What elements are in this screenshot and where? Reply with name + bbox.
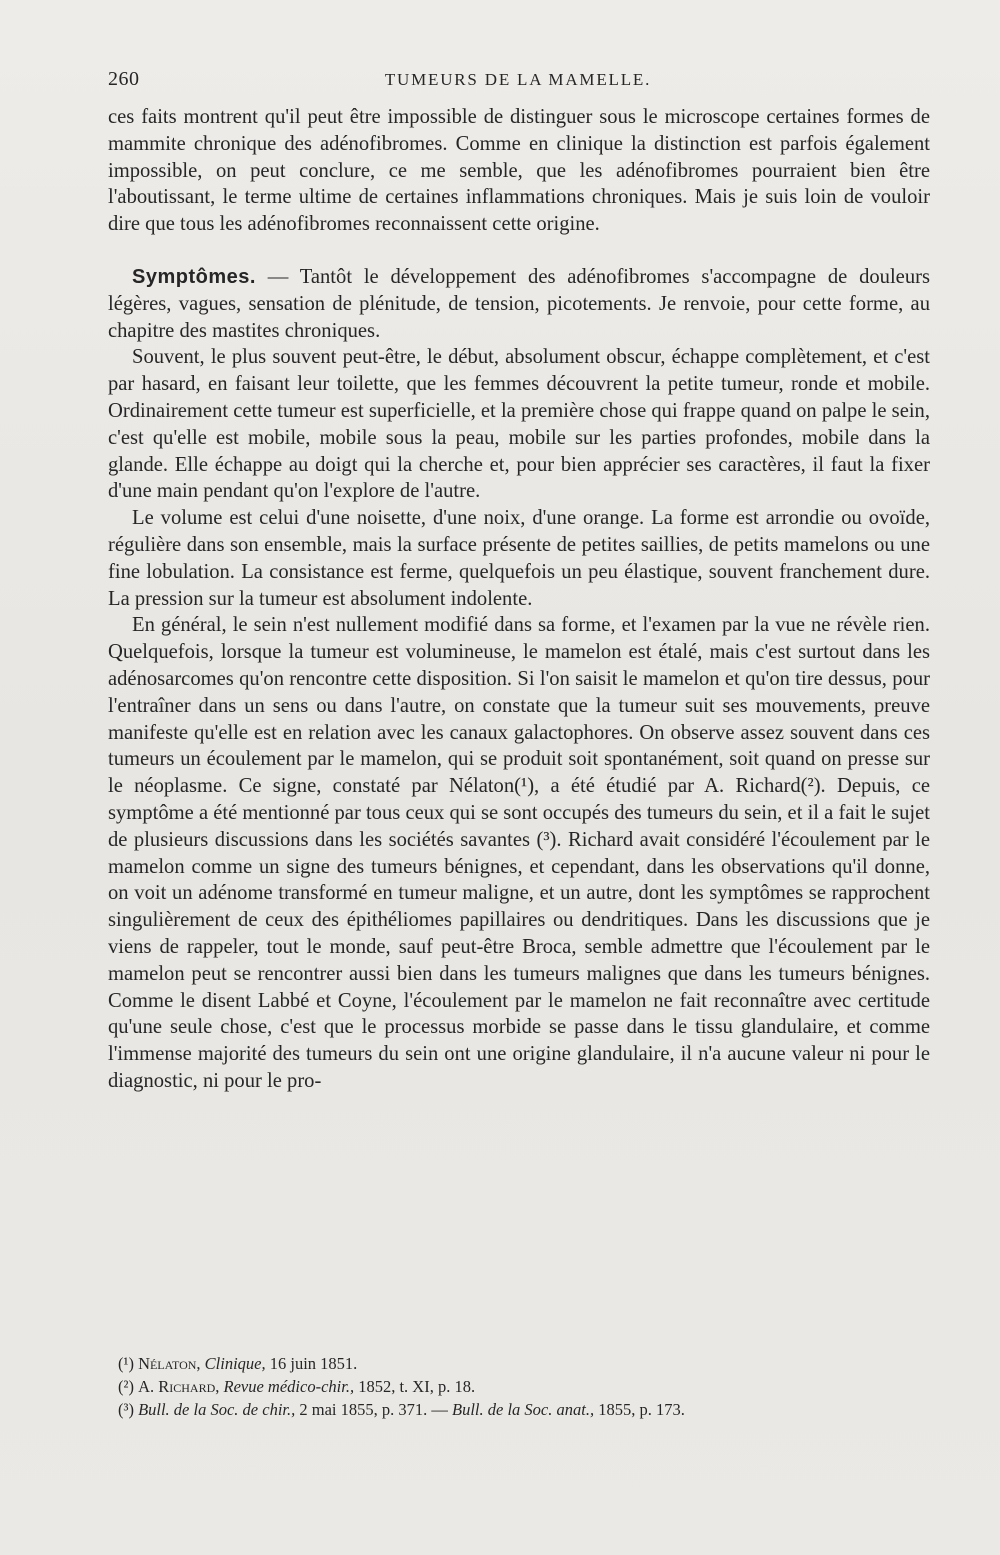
paragraph-5-part-b: , a été étudié par A. Richard [534, 775, 801, 798]
footnotes [118, 1352, 928, 1421]
footnote-work: Revue médico-chir., [223, 1377, 355, 1396]
footnote-work-2: Bull. de la Soc. anat., [452, 1400, 595, 1419]
paragraph-5-part-a: En général, le sein n'est nullement modifié dans sa forme, et l'examen par la vue ne révèle rien. Quelquefois, lorsque la tumeur est volumineuse, le mamelon est étalé, mais c'est surtout dans les adénosarcomes qu'on rencontre cette disposition. Si l'on saisit le mamelon et qu'on tire dessus, pour l'entraîner dans un sens ou dans l'autre, on constate que la tumeur suit ses mouvements, preuve manifeste qu'elle est en relation avec les canaux galactophores. On observe assez souvent dans ces tumeurs un écoulement par le mamelon, qui se produit soit spontanément, soit quand on presse sur le néoplasme. Ce signe, constaté par Nélaton [108, 614, 930, 798]
footnote-2 [118, 1375, 928, 1398]
footnote-author: A. Richard, [138, 1377, 220, 1396]
paragraph-3: Souvent, le plus souvent peut-être, le début, absolument obscur, échappe complètement, et c'est par hasard, en faisant leur toilette, que les femmes découvrent la petite tumeur, ronde et mobile. Ordinairement cette tumeur est superficielle, et la première chose qui frappe quand on palpe le sein, c'est qu'elle est mobile, mobile sous la peau, mobile sur les parties profondes, mobile dans la glande. Elle échappe au doigt qui la cherche et, pour bien apprécier ses caractères, il faut la fixer d'une main pendant qu'on l'explore de l'autre. [108, 346, 930, 503]
footnote-detail: 2 mai 1855, p. 371. — [295, 1400, 452, 1419]
paragraph-symptomes [108, 264, 930, 344]
paragraph-2-text: — Tantôt le développement des adénofibromes s'accompagne de douleurs légères, vagues, sensation de plénitude, de tension, picotements. Je renvoie, pour cette forme, au chapitre des mastites chroniques. [108, 265, 930, 342]
footnote-ref-3[interactable]: (³) [536, 828, 557, 851]
page-header [108, 68, 928, 100]
paragraph-4: Le volume est celui d'une noisette, d'une noix, d'une orange. La forme est arrondie ou ovoïde, régulière dans son ensemble, mais la surface présente de petites saillies, de petits mamelons ou une fine lobulation. La consistance est ferme, quelquefois un peu élastique, souvent franchement dure. La pression sur la tumeur est absolument indolente. [108, 507, 930, 610]
footnote-work: Clinique, [204, 1354, 266, 1373]
footnote-detail-2: 1855, p. 173. [594, 1400, 685, 1419]
section-title: Symptômes. [132, 265, 256, 288]
footnote-3 [118, 1398, 928, 1421]
footnote-mark: (¹) [118, 1354, 134, 1373]
footnote-detail: 1852, t. XI, p. 18. [354, 1377, 476, 1396]
footnote-mark: (²) [118, 1377, 134, 1396]
page-number: 260 [108, 68, 140, 90]
footnote-mark: (³) [118, 1400, 134, 1419]
footnote-work: Bull. de la Soc. de chir., [138, 1400, 296, 1419]
paragraph-5-part-c: . Depuis, ce symptôme a été mentionné par tous ceux qui se sont occupés des tumeurs du sein, et il a fait le sujet de plusieurs discussions dans les sociétés savantes [108, 775, 931, 851]
running-title: TUMEURS DE LA MAMELLE. [384, 70, 652, 89]
footnote-1 [118, 1352, 928, 1375]
paragraph-5 [108, 612, 930, 1094]
footnote-ref-2[interactable]: (²) [800, 775, 821, 798]
paragraph-1: ces faits montrent qu'il peut être impossible de distinguer sous le microscope certaines formes de mammite chronique des adénofibromes. Comme en clinique la distinction est parfois également impossible, on peut conclure, ce me semble, que les adénofibromes pourraient bien être l'aboutissant, le terme ultime de certaines inflammations chroniques. Mais je suis loin de vouloir dire que tous les adénofibromes reconnaissent cette origine. [108, 106, 930, 236]
footnote-detail: 16 juin 1851. [265, 1354, 358, 1373]
footnote-ref-1[interactable]: (¹) [514, 775, 535, 798]
body-text [108, 104, 930, 1095]
paragraph-5-part-d: . Richard avait considéré l'écoulement par le mamelon comme un signe des tumeurs bénignes, et cependant, dans les observations qu'il donne, on voit un adénome transformé en tumeur maligne, et un autre, dont les symptômes se rapprochent singulièrement de ceux des épithéliomes papillaires ou dendritiques. Dans les discussions que je viens de rappeler, tout le monde, sauf peut-être Broca, semble admettre que l'écoulement par le mamelon peut se rencontrer aussi bien dans les tumeurs malignes que dans les tumeurs bénignes. Comme le disent Labbé et Coyne, l'écoulement par le mamelon ne fait reconnaître avec certitude qu'une seule chose, c'est que le processus morbide se passe dans le tissu glandulaire, et comme l'immense majorité des tumeurs du sein ont une origine glandulaire, il n'a aucune valeur ni pour le diagnostic, ni pour le pro- [108, 828, 930, 1092]
footnote-author: Nélaton, [138, 1354, 201, 1373]
